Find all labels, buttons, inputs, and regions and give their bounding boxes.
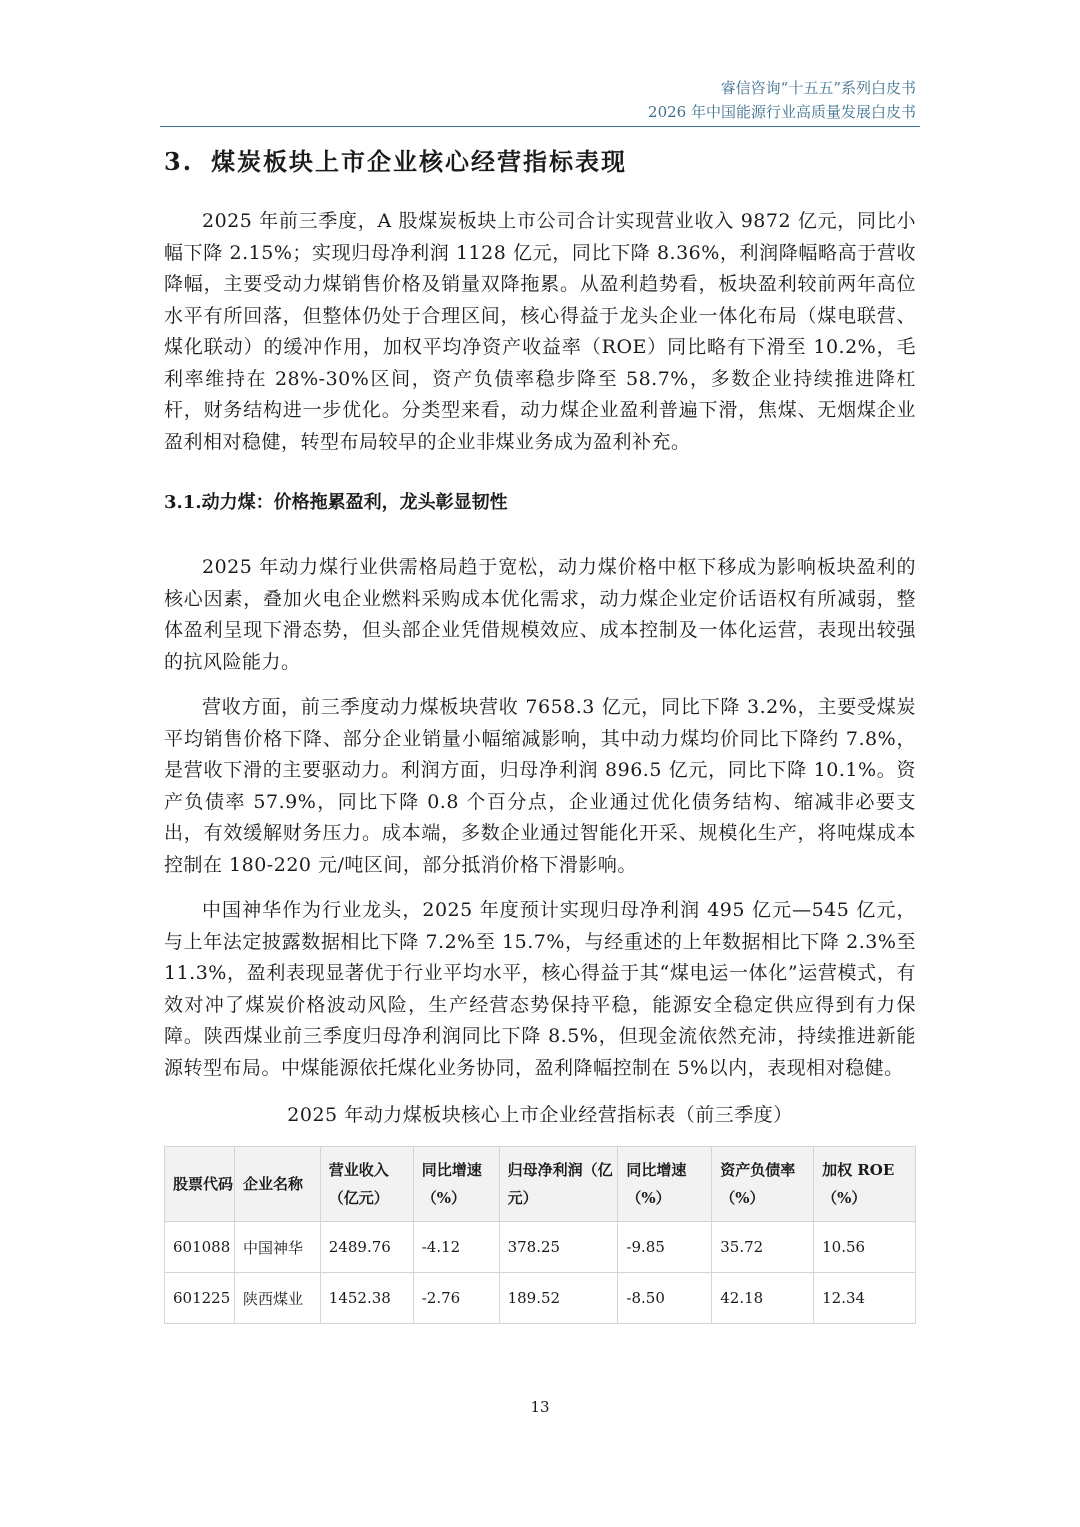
table-cell: -2.76 <box>413 1273 499 1324</box>
page-header <box>648 76 916 124</box>
body-paragraph-1: 2025 年动力煤行业供需格局趋于宽松，动力煤价格中枢下移成为影响板块盈利的核心因素，叠加火电企业燃料采购成本优化需求，动力煤企业定价话语权有所减弱，整体盈利呈现下滑态势，但头部企业凭借规模效应、成本控制及一体化运营，表现出较强的抗风险能力。 <box>164 556 916 673</box>
header-divider <box>160 126 920 127</box>
section-heading <box>164 140 916 184</box>
table-cell: 中国神华 <box>234 1222 320 1273</box>
body-paragraph-2: 营收方面，前三季度动力煤板块营收 7658.3 亿元，同比下降 3.2%，主要受煤炭平均销售价格下降、部分企业销量小幅缩减影响，其中动力煤均价同比下降约 7.8%，是营收下滑的主要驱动力。利润方面，归母净利润 896.5 亿元，同比下降 10.1%。资产负债率 57.9%，同比下降 0.8 个百分点，企业通过优化债务结构、缩减非必要支出，有效缓解财务压力。成本端，多数企业通过智能化开采、规模化生产，将吨煤成本控制在 180-220 元/吨区间，部分抵消价格下滑影响。 <box>164 696 916 876</box>
page-content <box>164 140 916 1324</box>
body-paragraph-3: 中国神华作为行业龙头，2025 年度预计实现归母净利润 495 亿元—545 亿元，与上年法定披露数据相比下降 7.2%至 15.7%，与经重述的上年数据相比下降 2.3%至 11.3%，盈利表现显著优于行业平均水平，核心得益于其“煤电运一体化”运营模式，有效对冲了煤炭价格波动风险，生产经营态势保持平稳，能源安全稳定供应得到有力保障。陕西煤业前三季度归母净利润同比下降 8.5%，但现金流依然充沛，持续推进新能源转型布局。中煤能源依托煤化业务协同，盈利降幅控制在 5%以内，表现相对稳健。 <box>164 899 916 1079</box>
section-paragraph: 2025 年前三季度，A 股煤炭板块上市公司合计实现营业收入 9872 亿元，同比小幅下降 2.15%；实现归母净利润 1128 亿元，同比下降 8.36%，利润降幅略高于营收降幅，主要受动力煤销售价格及销量双降拖累。从盈利趋势看，板块盈利较前两年高位水平有所回落，但整体仍处于合理区间，核心得益于龙头企业一体化布局（煤电联营、煤化联动）的缓冲作用，加权平均净资产收益率（ROE）同比略有下滑至 10.2%，毛利率维持在 28%-30%区间，资产负债率稳步降至 58.7%，多数企业持续推进降杠杆，财务结构进一步优化。分类型来看，动力煤企业盈利普遍下滑，焦煤、无烟煤企业盈利相对稳健，转型布局较早的企业非煤业务成为盈利补充。 <box>164 210 916 453</box>
table-header-row <box>165 1147 916 1222</box>
header-series-title: 睿信咨询“十五五”系列白皮书 <box>720 79 916 97</box>
table-cell: 10.56 <box>814 1222 916 1273</box>
table-cell: 陕西煤业 <box>234 1273 320 1324</box>
header-debt-ratio: 资产负债率（%） <box>712 1147 814 1222</box>
table-cell: 601225 <box>165 1273 235 1324</box>
header-stock-code: 股票代码 <box>165 1147 235 1222</box>
table-cell: 42.18 <box>712 1273 814 1324</box>
table-cell: 2489.76 <box>320 1222 413 1273</box>
table-cell: -4.12 <box>413 1222 499 1273</box>
header-revenue: 营业收入（亿元） <box>320 1147 413 1222</box>
section-title: 煤炭板块上市企业核心经营指标表现 <box>211 147 628 176</box>
header-report-title: 2026 年中国能源行业高质量发展白皮书 <box>648 103 916 121</box>
header-weighted-roe: 加权 ROE（%） <box>814 1147 916 1222</box>
header-profit-growth: 同比增速（%） <box>618 1147 712 1222</box>
header-company-name: 企业名称 <box>234 1147 320 1222</box>
section-number: 3. <box>164 147 194 176</box>
table-cell: 1452.38 <box>320 1273 413 1324</box>
subsection-title: 3.1.动力煤：价格拖累盈利，龙头彰显韧性 <box>164 492 508 513</box>
indicator-table <box>164 1146 916 1324</box>
table-cell: 12.34 <box>814 1273 916 1324</box>
header-net-profit: 归母净利润（亿元） <box>499 1147 618 1222</box>
table-row <box>165 1273 916 1324</box>
table-cell: -9.85 <box>618 1222 712 1273</box>
page-number: 13 <box>530 1398 550 1416</box>
table-cell: 189.52 <box>499 1273 618 1324</box>
table-caption: 2025 年动力煤板块核心上市企业经营指标表（前三季度） <box>287 1104 793 1126</box>
table-cell: -8.50 <box>618 1273 712 1324</box>
table-cell: 378.25 <box>499 1222 618 1273</box>
table-cell: 601088 <box>165 1222 235 1273</box>
header-revenue-growth: 同比增速（%） <box>413 1147 499 1222</box>
table-cell: 35.72 <box>712 1222 814 1273</box>
table-row <box>165 1222 916 1273</box>
